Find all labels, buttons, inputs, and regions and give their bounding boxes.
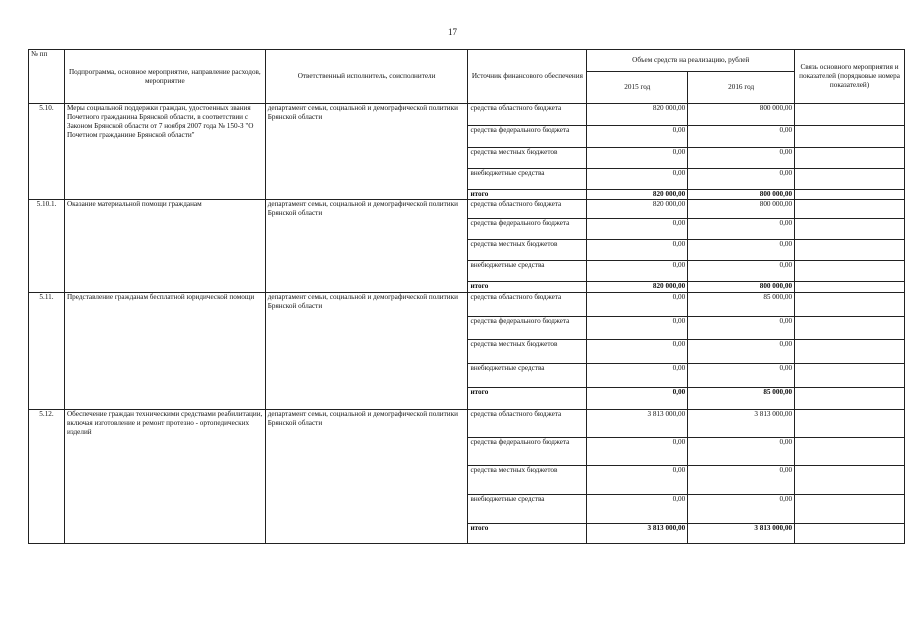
indicator-link bbox=[795, 240, 905, 261]
amount-2015: 0,00 bbox=[587, 466, 688, 495]
funding-source: внебюджетные средства bbox=[468, 169, 587, 190]
indicator-link bbox=[795, 438, 905, 466]
page-number: 17 bbox=[448, 27, 457, 37]
indicator-link bbox=[795, 340, 905, 364]
amount-2015: 820 000,00 bbox=[587, 190, 688, 200]
funding-source: внебюджетные средства bbox=[468, 261, 587, 282]
amount-2015: 820 000,00 bbox=[587, 104, 688, 126]
amount-2015: 820 000,00 bbox=[587, 200, 688, 219]
amount-2016: 800 000,00 bbox=[688, 190, 795, 200]
amount-2016: 0,00 bbox=[688, 364, 795, 388]
amount-2016: 0,00 bbox=[688, 148, 795, 169]
header-num: № пп bbox=[29, 50, 65, 104]
header-volume: Объем средств на реализацию, рублей bbox=[587, 50, 795, 72]
indicator-link bbox=[795, 200, 905, 219]
amount-2016: 800 000,00 bbox=[688, 282, 795, 293]
funding-source: итого bbox=[468, 524, 587, 544]
header-link: Связь основного мероприятия и показателей (порядковые номера показателей) bbox=[795, 50, 905, 104]
header-2015: 2015 год bbox=[587, 72, 688, 104]
indicator-link bbox=[795, 524, 905, 544]
funding-source: средства областного бюджета bbox=[468, 410, 587, 438]
indicator-link bbox=[795, 410, 905, 438]
item-number: 5.10. bbox=[29, 104, 65, 200]
amount-2015: 0,00 bbox=[587, 293, 688, 317]
amount-2015: 0,00 bbox=[587, 240, 688, 261]
amount-2016: 85 000,00 bbox=[688, 293, 795, 317]
amount-2015: 0,00 bbox=[587, 261, 688, 282]
item-responsible: департамент семьи, социальной и демографической политики Брянской области bbox=[265, 410, 468, 544]
item-name: Обеспечение граждан техническими средствами реабилитации, включая изготовление и ремонт протезно - ортопедических изделий bbox=[64, 410, 265, 544]
funding-source: итого bbox=[468, 282, 587, 293]
amount-2015: 0,00 bbox=[587, 364, 688, 388]
amount-2016: 0,00 bbox=[688, 219, 795, 240]
amount-2015: 3 813 000,00 bbox=[587, 524, 688, 544]
item-responsible: департамент семьи, социальной и демографической политики Брянской области bbox=[265, 200, 468, 293]
amount-2015: 0,00 bbox=[587, 438, 688, 466]
funding-source: средства местных бюджетов bbox=[468, 148, 587, 169]
amount-2016: 0,00 bbox=[688, 261, 795, 282]
indicator-link bbox=[795, 148, 905, 169]
amount-2015: 0,00 bbox=[587, 219, 688, 240]
indicator-link bbox=[795, 261, 905, 282]
amount-2015: 0,00 bbox=[587, 340, 688, 364]
amount-2016: 0,00 bbox=[688, 495, 795, 524]
item-number: 5.12. bbox=[29, 410, 65, 544]
funding-source: внебюджетные средства bbox=[468, 495, 587, 524]
amount-2016: 0,00 bbox=[688, 126, 795, 148]
table-row bbox=[29, 104, 905, 126]
indicator-link bbox=[795, 364, 905, 388]
item-name: Меры социальной поддержки граждан, удостоенных звания Почетного гражданина Брянской области, в соответствии с Законом Брянской области от 7 ноября 2007 года № 150-З "О Почетном гражданине Брянской области" bbox=[64, 104, 265, 200]
funding-source: внебюджетные средства bbox=[468, 364, 587, 388]
indicator-link bbox=[795, 104, 905, 126]
indicator-link bbox=[795, 495, 905, 524]
table-row bbox=[29, 200, 905, 219]
funding-source: средства федерального бюджета bbox=[468, 219, 587, 240]
amount-2015: 0,00 bbox=[587, 126, 688, 148]
funding-source: средства областного бюджета bbox=[468, 200, 587, 219]
amount-2015: 3 813 000,00 bbox=[587, 410, 688, 438]
amount-2016: 800 000,00 bbox=[688, 200, 795, 219]
budget-table bbox=[28, 49, 905, 544]
indicator-link bbox=[795, 282, 905, 293]
amount-2016: 0,00 bbox=[688, 438, 795, 466]
funding-source: средства областного бюджета bbox=[468, 293, 587, 317]
item-responsible: департамент семьи, социальной и демографической политики Брянской области bbox=[265, 293, 468, 410]
funding-source: итого bbox=[468, 190, 587, 200]
funding-source: средства областного бюджета bbox=[468, 104, 587, 126]
item-number: 5.10.1. bbox=[29, 200, 65, 293]
indicator-link bbox=[795, 466, 905, 495]
indicator-link bbox=[795, 317, 905, 340]
amount-2015: 820 000,00 bbox=[587, 282, 688, 293]
amount-2016: 3 813 000,00 bbox=[688, 524, 795, 544]
funding-source: средства местных бюджетов bbox=[468, 466, 587, 495]
item-name: Оказание материальной помощи гражданам bbox=[64, 200, 265, 293]
header-source: Источник финансового обеспечения bbox=[468, 50, 587, 104]
amount-2016: 0,00 bbox=[688, 317, 795, 340]
funding-source: средства федерального бюджета bbox=[468, 438, 587, 466]
amount-2015: 0,00 bbox=[587, 148, 688, 169]
indicator-link bbox=[795, 190, 905, 200]
amount-2016: 0,00 bbox=[688, 340, 795, 364]
amount-2016: 0,00 bbox=[688, 240, 795, 261]
amount-2016: 800 000,00 bbox=[688, 104, 795, 126]
funding-source: средства местных бюджетов bbox=[468, 240, 587, 261]
header-responsible: Ответственный исполнитель, соисполнители bbox=[265, 50, 468, 104]
amount-2016: 3 813 000,00 bbox=[688, 410, 795, 438]
amount-2015: 0,00 bbox=[587, 495, 688, 524]
amount-2015: 0,00 bbox=[587, 388, 688, 410]
item-name: Представление гражданам бесплатной юридической помощи bbox=[64, 293, 265, 410]
funding-source: средства местных бюджетов bbox=[468, 340, 587, 364]
funding-source: итого bbox=[468, 388, 587, 410]
indicator-link bbox=[795, 169, 905, 190]
table-row bbox=[29, 410, 905, 438]
amount-2015: 0,00 bbox=[587, 169, 688, 190]
amount-2016: 85 000,00 bbox=[688, 388, 795, 410]
header-name: Подпрограмма, основное мероприятие, направление расходов, мероприятие bbox=[64, 50, 265, 104]
header-2016: 2016 год bbox=[688, 72, 795, 104]
item-responsible: департамент семьи, социальной и демографической политики Брянской области bbox=[265, 104, 468, 200]
indicator-link bbox=[795, 219, 905, 240]
amount-2016: 0,00 bbox=[688, 169, 795, 190]
amount-2016: 0,00 bbox=[688, 466, 795, 495]
amount-2015: 0,00 bbox=[587, 317, 688, 340]
funding-source: средства федерального бюджета bbox=[468, 317, 587, 340]
indicator-link bbox=[795, 293, 905, 317]
indicator-link bbox=[795, 388, 905, 410]
table-row bbox=[29, 293, 905, 317]
indicator-link bbox=[795, 126, 905, 148]
funding-source: средства федерального бюджета bbox=[468, 126, 587, 148]
item-number: 5.11. bbox=[29, 293, 65, 410]
